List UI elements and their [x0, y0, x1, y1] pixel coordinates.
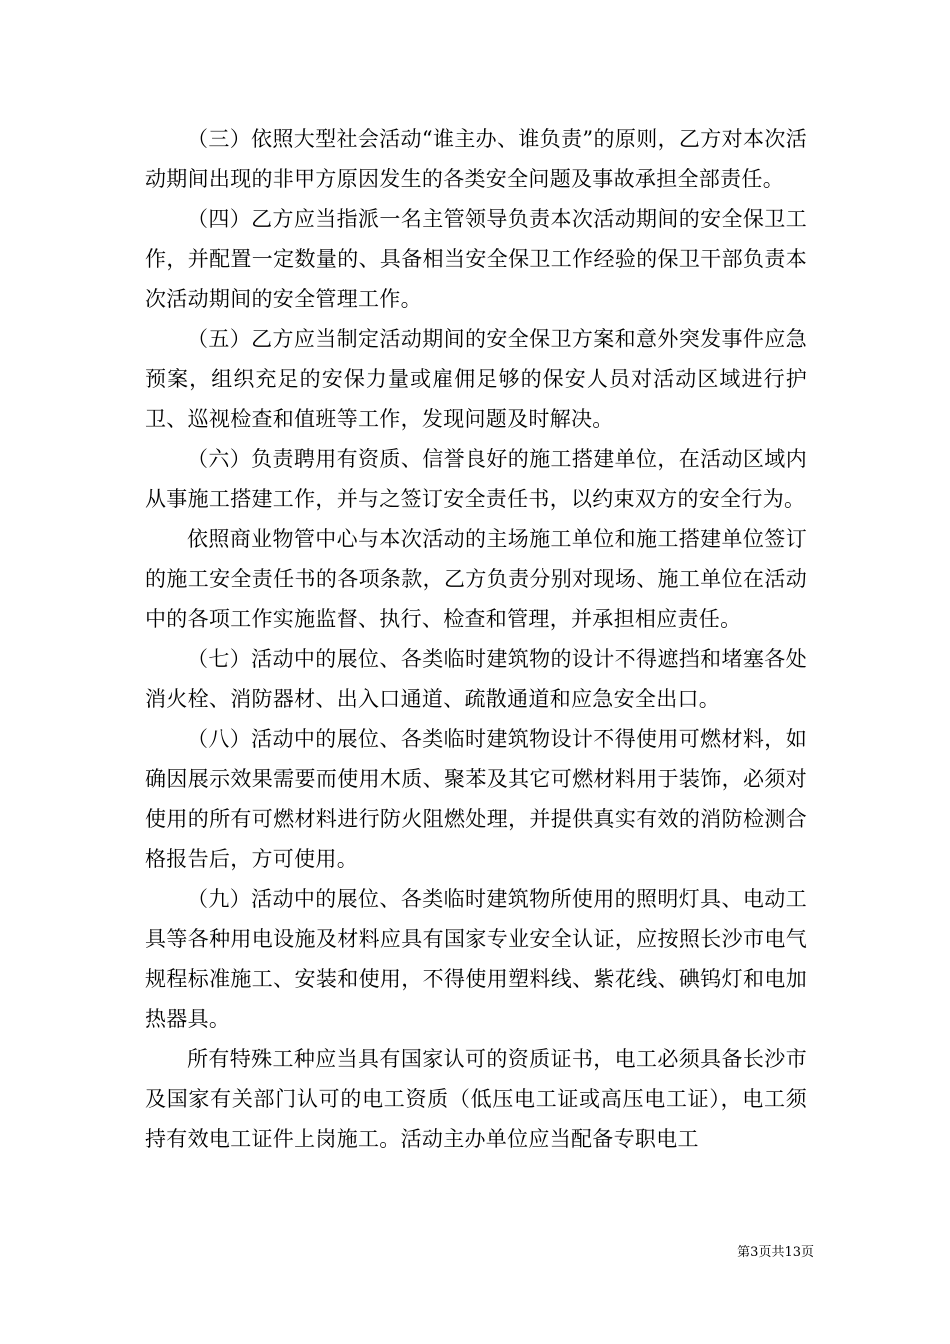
paragraph-4: （四）乙方应当指派一名主管领导负责本次活动期间的安全保卫工作，并配置一定数量的、具备相当安全保卫工作经验的保卫干部负责本次活动期间的安全管理工作。 [145, 207, 807, 311]
paragraph-supervision: 依照商业物管中心与本次活动的主场施工单位和施工搭建单位签订的施工安全责任书的各项条款，乙方负责分别对现场、施工单位在活动中的各项工作实施监督、执行、检查和管理，并承担相应责任。 [145, 527, 807, 631]
paragraph-8: （八）活动中的展位、各类临时建筑物设计不得使用可燃材料，如确因展示效果需要而使用木质、聚苯及其它可燃材料用于装饰，必须对使用的所有可燃材料进行防火阻燃处理，并提供真实有效的消防检测合格报告后，方可使用。 [145, 727, 807, 871]
paragraph-electricians: 所有特殊工种应当具有国家认可的资质证书，电工必须具备长沙市及国家有关部门认可的电工资质（低压电工证或高压电工证），电工须持有效电工证件上岗施工。活动主办单位应当配备专职电工 [145, 1047, 807, 1151]
paragraph-5: （五）乙方应当制定活动期间的安全保卫方案和意外突发事件应急预案，组织充足的安保力量或雇佣足够的保安人员对活动区域进行护卫、巡视检查和值班等工作，发现问题及时解决。 [145, 327, 807, 431]
paragraph-6: （六）负责聘用有资质、信誉良好的施工搭建单位，在活动区域内从事施工搭建工作，并与之签订安全责任书，以约束双方的安全行为。 [145, 447, 807, 511]
paragraph-3: （三）依照大型社会活动“谁主办、谁负责”的原则，乙方对本次活动期间出现的非甲方原因发生的各类安全问题及事故承担全部责任。 [145, 127, 807, 191]
paragraph-9: （九）活动中的展位、各类临时建筑物所使用的照明灯具、电动工具等各种用电设施及材料应具有国家专业安全认证，应按照长沙市电气规程标准施工、安装和使用，不得使用塑料线、紫花线、碘钨灯和电加热器具。 [145, 887, 807, 1031]
document-body [145, 119, 807, 1159]
paragraph-7: （七）活动中的展位、各类临时建筑物的设计不得遮挡和堵塞各处消火栓、消防器材、出入口通道、疏散通道和应急安全出口。 [145, 647, 807, 711]
page-number-footer: 第3页共13页 [737, 1245, 814, 1260]
